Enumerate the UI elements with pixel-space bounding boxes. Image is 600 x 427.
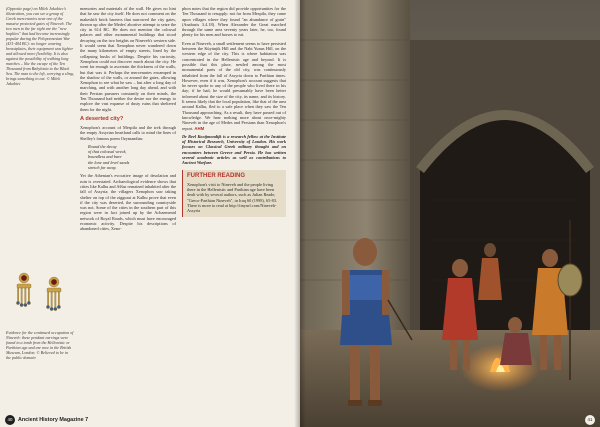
right-page bbox=[300, 0, 600, 427]
illustration-caption: (Opposite page) on Milek Jakubiec's illustration, you can see a group of Greek mercenaries near one of the massive protected gates of Nineveh. The two men to the far right are the "new hoplites" that had become increasingly popular during the Peloponnesian War (431-404 BC): no longer wearing breastplates, their equipment was lighter and allowed more flexibility. It is also against the possibility of walking long marches – like the escape of the Ten Thousand from Babylonia to the Black Sea. The man to the left, carrying a sling, brings something to eat. © Milek Jakubiec bbox=[6, 6, 74, 86]
end-mark: AHM bbox=[194, 125, 205, 131]
poem-line: of that colossal wreck, bbox=[88, 149, 127, 155]
poem-line: boundless and bare bbox=[88, 154, 122, 160]
further-reading-text: Xenophon's visit to Nineveh and the people living there in the Hellenistic and Parthian age have been dealt with by several authors, such as Julian Reade, "Greco-Parthian Nineveh", in Iraq 60 (1998), 65-83. There is more to read at http://tinyurl.com/Nineveh-Assyria bbox=[187, 181, 278, 214]
article-column-2 bbox=[80, 6, 176, 235]
article-column-3 bbox=[182, 6, 286, 217]
article-paragraph: Yet the Athenian's evocative image of desolation and ruin is overstated. Archaeological evidence shows that cities like Kalhu and Aššur remained inhabited after the fall of Assyria; the villagers Xenophon saw taking shelter on top of the ziggurat at Kalhu prove that even if the city was deserted, the surrounding countryside was not. Some of the cities in the southern part of this region were in fact joined up by the Achaemenid network of Royal Roads, which must have encouraged economic activity. Despite his descriptions of abandoned cities, Xeno- bbox=[80, 173, 176, 232]
page-footer bbox=[0, 413, 300, 427]
poem-line: the lone and level sands bbox=[88, 159, 130, 165]
article-paragraph: Xenophon's account of Mespila and the trek through the empty Assyrian heartland calls to mind the lines of Shelley's famous poem Ozymandias: bbox=[80, 124, 176, 141]
page-number: 41 bbox=[585, 415, 595, 425]
further-reading-box bbox=[182, 170, 286, 218]
earrings-image bbox=[6, 270, 74, 328]
poem-line: Round the decay bbox=[88, 143, 117, 149]
magazine-title: Ancient History Magazine 7 bbox=[18, 417, 89, 423]
poem-quote bbox=[88, 144, 176, 170]
section-heading: A deserted city? bbox=[80, 115, 124, 122]
article-paragraph: memories and materials of the wall. He gives no hint that he saw the city itself. He does not comment on the makeshift brick barriers that narrowed the city gates, thrown up after the Medes' abortive attempt to seize the city in 614 BC. He does not mention the colossal palaces and other monumental buildings that stood decaying on the two heights on Nineveh's western side. It would seem that Xenophon never wandered down the many kilometres of empty streets, lined by the collapsing husks of buildings. Despite his curiosity, Xenophon could not discover much about the city. He went far enough to ascertain the thickness of the walls, but that was it. Perhaps the mercenaries encamped in the shadow of the walls, or around the gates, allowing Xenophon to see what he saw – but after a long day of marching, and with another long day ahead, and with their Persian pursuers constantly on their minds, the Ten Thousand had neither the desire nor the energy to explore the vast expanse of dusty ruins that sheltered them for the night. bbox=[80, 6, 176, 112]
further-reading-title: FURTHER READING bbox=[187, 172, 245, 179]
article-paragraph: phon notes that the region did provide opportunities for the Ten Thousand to resupply: not far from Mespila, they came upon villages where they found "an abundance of grain" (Anabasis 3.4.18). When Alexander the Great marched through the same area seventy years later, he, too, found plenty for his men and horses to eat. bbox=[182, 6, 286, 38]
author-bio: Dr Reel Kooijmondijk is a research fellow at the Institute of Historical Research, University of London. His work focuses on Classical Greek military thought and on encounters between Greece and Persia. He has written several academic articles as well as contributions to Ancient Warfare. bbox=[182, 133, 286, 166]
poem-line: stretch far away. bbox=[88, 165, 117, 171]
page-number: 40 bbox=[5, 415, 15, 425]
article-paragraph: Even at Nineveh, a small settlement seems to have persisted between the Küyünjik Hill and the Nabi Yunus Hill, on the western edge of the city. This is where habitation was concentrated in the Hellenistic age and beyond. It is possible that this place, nestled among the most monumental parts of the old city, was continuously inhabited from the fall of Assyria down to Parthian times. However, even if it was, Xenophon's account suggests that he never spoke to any of the people who lived there in his day; if he had, he would presumably have been better informed about the size of the city, its name, and its history. It seems likely that the local population, like that of the area around Kalhu, fled to a safe place when they saw the Ten Thousand approaching. As a result, they have passed out of knowledge. We hear nothing more about once-mighty Nineveh in the age of Medes and Persians than Xenophon's report. AHM bbox=[182, 40, 286, 131]
earrings-caption: Evidence for the continued occupation of Nineveh: these pendant earrings were found in a tomb from the Hellenistic or Parthian age and are now in the British Museum, London. © Believed to be in the public domain bbox=[6, 330, 74, 360]
greek-mercenaries-illustration bbox=[300, 0, 600, 427]
